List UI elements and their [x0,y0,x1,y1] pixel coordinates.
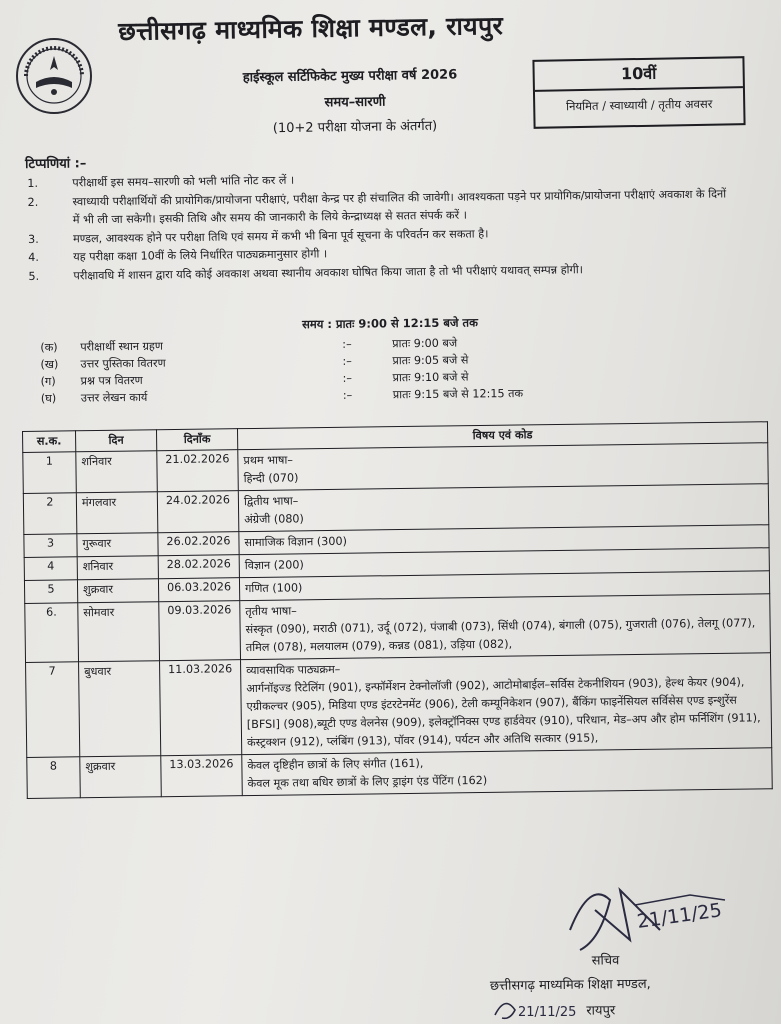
cell-subject [238,443,768,491]
timing-dash: :– [342,371,353,385]
handwritten-signature-icon [560,870,730,960]
subject-line: व्यावसायिक पाठ्यक्रम– [246,662,341,678]
table-row [26,653,772,758]
cell-day: शनिवार [76,451,158,493]
cell-serial: 5 [24,580,77,604]
cell-day: शुक्रवार [80,756,162,798]
cell-day: शनिवार [77,556,158,580]
candidate-mode: नियमित / स्वाध्यायी / तृतीय अवसर [565,96,713,114]
cell-serial: 4 [24,557,77,581]
note-text: स्वाध्यायी परीक्षार्थियों की प्रायोगिक/प्रायोजना परीक्षाएं, परीक्षा केन्द्र पर ही संचालित की जावेगी। आवश्यकता पड़ने पर प्रायोगिक/प्रायोजना परीक्षाएं अवकाश के दिनों में भी ली जा सकेगी। इसकी तिथि और समय की जानकारी के लिये केन्द्राध्यक्ष से सतत संपर्क करें । [72,186,727,227]
subject-line: प्रथम भाषा– [243,453,293,468]
timetable-table-wrap [22,421,773,799]
timing-time: प्रातः 9:15 बजे से 12:15 तक [392,386,524,402]
timing-activity: प्रश्न पत्र वितरण [80,373,143,388]
cell-date: 09.03.2026 [159,601,241,661]
cell-day: सोमवार [78,602,160,662]
subject-line: आर्गनॉइज्ड रिटेलिंग (901), इन्फॉर्मेशन टेक्नोलॉजी (902), आटोमोबाईल–सर्विस टेकनीशियन (903), हेल्थ केयर (904), एग्रीकल्चर (905), मिडिया एण्ड इंटरटेनमेंट (906), टेली कम्यूनिकेशन (907), बैंकिंग फाइनेंसियल सर्विसेस एण्ड इन्शुरेंस [BFSI] (908),ब्यूटी एण्ड वेलनेस (909), इलेक्ट्रॉनिक्स एण्ड हार्डवेयर (910), परिधान, मेड–अप और होम फर्निशिंग (911), कंस्ट्रक्शन (912), प्लंबिंग (913), पॉवर (914), पर्यटन और अतिथि सत्कार (915), [246,675,761,750]
cell-date: 11.03.2026 [160,660,242,756]
note-text: यह परीक्षा कक्षा 10वीं के लिये निर्धारित पाठ्यक्रमानुसार होगी । [73,247,328,264]
secretary-title: सचिव [591,953,620,969]
cell-date: 21.02.2026 [157,450,239,492]
cell-serial: 7 [26,662,80,758]
header-date: दिनाँक [156,429,237,451]
header-subject: विषय एवं कोड [237,422,767,450]
cell-serial: 6. [25,603,79,663]
cell-date: 26.02.2026 [158,532,239,556]
cell-subject [238,484,768,532]
cell-serial: 3 [24,534,77,558]
note-number: 2. [27,195,39,209]
note-text: परीक्षार्थी इस समय–सारणी को भली भांति नोट कर लें । [72,173,295,190]
timing-activity: उत्तर पुस्तिका वितरण [80,356,166,371]
board-title: छत्तीसगढ़ माध्यमिक शिक्षा मण्डल, रायपुर [118,10,504,46]
timing-time: प्रातः 9:05 बजे से [392,353,469,368]
notes-heading: टिप्पणियां :– [25,156,87,172]
cell-serial: 1 [23,452,77,494]
subject-line: अंग्रेजी (080) [244,512,304,527]
cell-subject [241,653,772,755]
timetable-table [22,421,773,799]
note-text: मण्डल, आवश्यक होने पर परीक्षा तिथि एवं समय में कभी भी बिना पूर्व सूचना के परिवर्तन कर सकता है। [72,226,489,245]
cell-serial: 8 [27,757,81,799]
table-row [25,594,771,663]
note-number: 4. [28,250,40,264]
timing-section [40,313,721,407]
cell-day: गुरूवार [77,533,158,557]
subject-line: हिन्दी (070) [243,471,299,486]
note-text: परीक्षावधि में शासन द्वारा यदि कोई अवकाश अथवा स्थानीय अवकाश घोषित किया जाता है तो भी परीक्षाएं यथावत् सम्पन्न होगी। [73,262,584,282]
subject-line: केवल मूक तथा बधिर छात्रों के लिए ड्राइंग एंड पेंटिंग (162) [247,773,488,791]
subject-line: संस्कृत (090), मराठी (071), उर्दू (072), पंजाबी (073), सिंधी (074), बंगाली (075), गुजराती (076), तेलगू (077), तमिल (078), मलयालम (079), कन्नड (081), उड़िया (082), [245,616,756,655]
subject-line: तृतीय भाषा– [245,604,297,619]
cell-date: 28.02.2026 [158,555,239,579]
cell-date: 13.03.2026 [161,755,243,797]
cell-subject [242,748,772,796]
timing-label: (क) [40,340,58,354]
subject-line: केवल दृष्टिहीन छात्रों के लिए संगीत (161), [247,756,424,773]
note-number: 3. [27,232,39,246]
cell-day: मंगलवार [76,492,158,534]
timing-label: (घ) [40,391,57,405]
cell-serial: 2 [23,493,77,535]
class-label: 10वीं [534,58,742,92]
timing-time: प्रातः 9:00 बजे [392,336,458,351]
cell-date: 24.02.2026 [157,491,239,533]
timing-label: (ख) [40,357,59,371]
initials-date: 21/11/25 [518,1005,577,1020]
timing-heading: समय : प्रातः 9:00 से 12:15 बजे तक [301,315,478,332]
note-number: 5. [28,269,40,283]
subject-line: द्वितीय भाषा– [243,494,299,509]
note-number: 1. [27,176,39,190]
timing-activity: परीक्षार्थी स्थान ग्रहण [80,339,163,354]
timing-dash: :– [342,388,353,402]
cell-date: 06.03.2026 [158,578,239,602]
timing-time: प्रातः 9:10 बजे से [392,370,469,385]
subject-line: विज्ञान (200) [244,558,304,573]
exam-scheme: (10+2 परीक्षा योजना के अंतर्गत) [272,118,438,137]
timing-dash: :– [342,337,352,351]
header-day: दिन [76,430,157,452]
notes-section [25,145,747,286]
subject-line: सामाजिक विज्ञान (300) [244,534,347,550]
timing-dash: :– [342,354,352,368]
table-row [27,748,772,799]
initials-signature-icon [490,990,580,1024]
secretary-org: छत्तीसगढ़ माध्यमिक शिक्षा मण्डल, [489,976,651,994]
timetable-subtitle: समय–सारणी [324,94,386,111]
timing-label: (ग) [40,374,56,388]
cell-day: शुक्रवार [77,579,158,603]
cell-subject [240,594,771,660]
secretary-city: रायपुर [586,1003,616,1019]
header-serial: स.क. [23,431,76,453]
timing-activity: उत्तर लेखन कार्य [80,390,148,405]
handwritten-date: 21/11/25 [635,899,724,933]
class-box [532,56,745,129]
cell-day: बुधवार [79,661,161,757]
subject-line: गणित (100) [244,581,303,596]
exam-title: हाईस्कूल सर्टिफिकेट मुख्य परीक्षा वर्ष 2026 [242,67,458,86]
board-seal-logo-icon [14,36,94,116]
